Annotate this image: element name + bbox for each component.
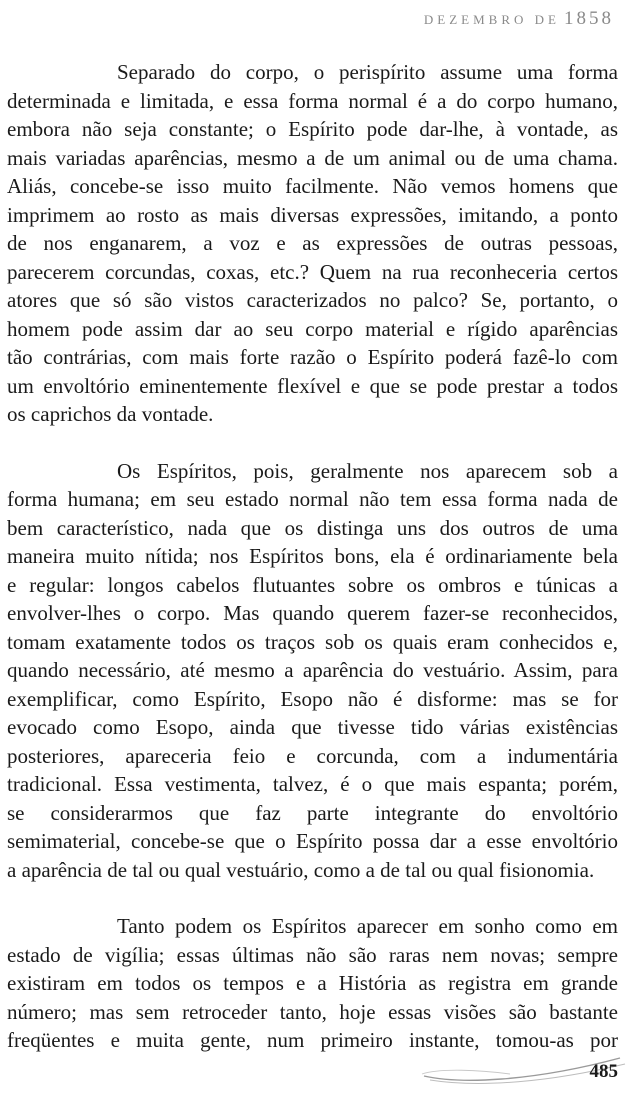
- text-line: embora não seja constante; o Espírito pode dar-lhe, à vontade, as: [7, 117, 618, 141]
- text-line: tradicional. Essa vestimenta, talvez, é o que mais espanta; porém,: [7, 772, 618, 796]
- text-line: quando necessário, até mesmo a aparência do vestuário. Assim, para: [7, 658, 618, 682]
- text-line: imprimem ao rosto as mais diversas expressões, imitando, a ponto: [7, 202, 618, 227]
- text-line: tão contrárias, com mais forte razão o Espírito poderá fazê-lo com: [7, 345, 618, 369]
- text-line: parecerem corcundas, coxas, etc.? Quem na rua reconheceria certos: [7, 259, 618, 284]
- text-line: forma humana; em seu estado normal não tem essa forma nada de: [7, 487, 618, 511]
- page-number: 485: [589, 1061, 618, 1082]
- text-line: mais variadas aparências, mesmo a de um animal ou de uma chama.: [7, 145, 618, 170]
- text-line: tomam exatamente todos os traços sob os quais eram conhecidos e,: [7, 629, 618, 654]
- text-line: determinada e limitada, e essa forma normal é a do corpo humano,: [7, 88, 618, 113]
- text-line: e regular: longos cabelos flutuantes sobre os ombros e túnicas a: [7, 572, 618, 597]
- text-line: atores que só são vistos caracterizados no palco? Se, portanto, o: [7, 288, 618, 312]
- text-line: bem característico, nada que os distinga uns dos outros de uma: [7, 515, 618, 540]
- text-line: exemplificar, como Espírito, Esopo não é disforme: mas se for: [7, 686, 618, 711]
- text-line: existiram em todos os tempos e a História as registra em grande: [7, 971, 618, 995]
- text-line: homem pode assim dar ao seu corpo material e rígido aparências: [7, 316, 618, 341]
- paragraph-2: [7, 457, 618, 885]
- text-line: estado de vigília; essas últimas não são raras nem novas; sempre: [7, 942, 618, 967]
- text-line: um envoltório eminentemente flexível e que se pode prestar a todos: [7, 373, 618, 398]
- text-line: se considerarmos que faz parte integrante do envoltório: [7, 800, 618, 825]
- text-line: posteriores, apareceria feio e corcunda, com a indumentária: [7, 743, 618, 768]
- text-line: envolver-lhes o corpo. Mas quando querem fazer-se reconhecidos,: [7, 601, 618, 625]
- text-line: número; mas sem retroceder tanto, hoje essas visões são bastante: [7, 999, 618, 1024]
- running-header-month: DEZEMBRO DE: [423, 12, 560, 27]
- paragraph-3: [7, 912, 618, 1055]
- text-line: Aliás, concebe-se isso muito facilmente. Não vemos homens que: [7, 174, 618, 198]
- running-header-year: 1858: [564, 8, 614, 29]
- page-body: [7, 58, 618, 1055]
- text-line: freqüentes e muita gente, num primeiro instante, tomou-as por: [7, 1028, 618, 1052]
- text-line: de nos enganarem, a voz e as expressões de outras pessoas,: [7, 231, 618, 255]
- text-line: evocado como Esopo, ainda que tivesse tido várias existências: [7, 715, 618, 739]
- text-line: Os Espíritos, pois, geralmente nos aparecem sob a: [117, 458, 618, 483]
- running-header: [424, 8, 614, 30]
- text-line: maneira muito nítida; nos Espíritos bons, ela é ordinariamente bela: [7, 544, 618, 568]
- text-line: a aparência de tal ou qual vestuário, como a de tal ou qual fisionomia.: [7, 857, 595, 882]
- text-line: semimaterial, concebe-se que o Espírito possa dar a esse envoltório: [7, 829, 618, 853]
- paragraph-1: [7, 58, 618, 429]
- text-line: Tanto podem os Espíritos aparecer em sonho como em: [117, 914, 618, 938]
- text-line: os caprichos da vontade.: [7, 402, 214, 426]
- text-line: Separado do corpo, o perispírito assume uma forma: [117, 60, 618, 84]
